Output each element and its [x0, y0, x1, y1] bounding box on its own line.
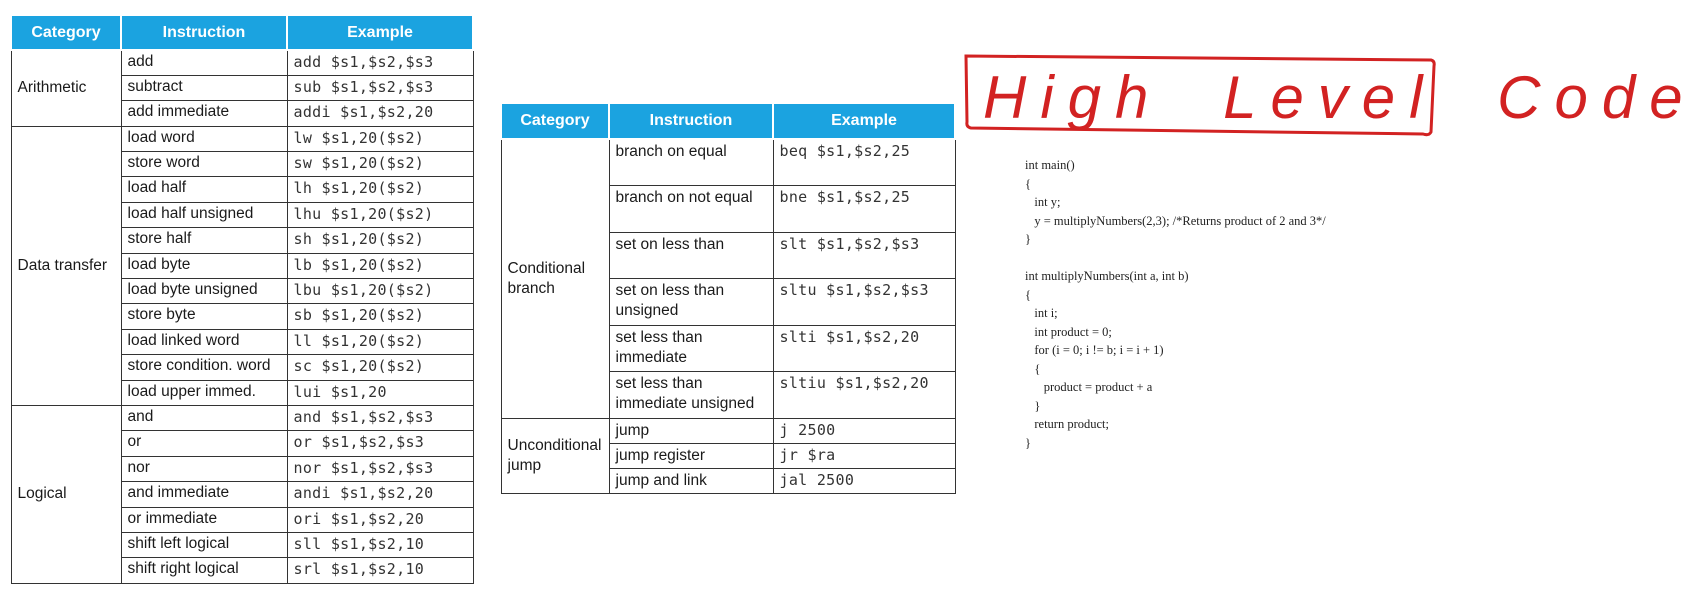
example-cell: sltiu $s1,$s2,20 [773, 372, 955, 419]
header-instruction: Instruction [609, 103, 773, 139]
code-line: int i; [1025, 306, 1058, 320]
header-instruction: Instruction [121, 15, 287, 50]
code-line: } [1025, 232, 1031, 246]
code-line [1025, 249, 1326, 268]
example-cell: lhu $s1,20($s2) [287, 202, 473, 227]
category-cell: Data transfer [11, 126, 121, 405]
code-line: int multiplyNumbers(int a, int b) [1025, 269, 1189, 283]
code-line: { [1025, 361, 1041, 376]
instruction-cell: store byte [121, 304, 287, 329]
example-cell: jal 2500 [773, 468, 955, 493]
instruction-cell: subtract [121, 75, 287, 100]
example-cell: lw $s1,20($s2) [287, 126, 473, 151]
example-cell: ori $s1,$s2,20 [287, 507, 473, 532]
instruction-cell: load linked word [121, 329, 287, 354]
example-cell: and $s1,$s2,$s3 [287, 405, 473, 430]
instruction-cell: set less than immediate unsigned [609, 372, 773, 419]
example-cell: sltu $s1,$s2,$s3 [773, 279, 955, 326]
example-cell: or $s1,$s2,$s3 [287, 431, 473, 456]
example-cell: j 2500 [773, 418, 955, 443]
instruction-cell: shift left logical [121, 532, 287, 557]
instruction-cell: load half unsigned [121, 202, 287, 227]
table-header-row [11, 15, 473, 50]
code-line: } [1025, 435, 1031, 450]
example-cell: lb $s1,20($s2) [287, 253, 473, 278]
table-row [11, 50, 473, 75]
code-line: product = product + a [1025, 380, 1153, 394]
example-cell: addi $s1,$s2,20 [287, 101, 473, 126]
code-line: int product = 0; [1025, 324, 1112, 339]
example-cell: slti $s1,$s2,20 [773, 325, 955, 372]
instruction-cell: load word [121, 126, 287, 151]
example-cell: sh $s1,20($s2) [287, 228, 473, 253]
table-row [501, 139, 955, 186]
instruction-cell: or [121, 431, 287, 456]
high-level-code-annotation [963, 54, 1697, 140]
example-cell: slt $s1,$s2,$s3 [773, 232, 955, 279]
category-cell: Logical [11, 405, 121, 583]
code-line: } [1025, 398, 1041, 413]
instruction-cell: add [121, 50, 287, 75]
instruction-cell: branch on equal [609, 139, 773, 186]
annotation-text: High Level Code [983, 64, 1697, 131]
example-cell: sw $s1,20($s2) [287, 152, 473, 177]
example-cell: bne $s1,$s2,25 [773, 186, 955, 233]
header-category: Category [11, 15, 121, 50]
instruction-cell: jump [609, 418, 773, 443]
code-line: for (i = 0; i != b; i = i + 1) [1025, 343, 1164, 357]
example-cell: nor $s1,$s2,$s3 [287, 456, 473, 481]
example-cell: jr $ra [773, 443, 955, 468]
example-cell: sll $s1,$s2,10 [287, 532, 473, 557]
table-row [11, 405, 473, 430]
instruction-cell: store word [121, 152, 287, 177]
code-line: y = multiplyNumbers(2,3); /*Returns product of 2 and 3*/ [1025, 213, 1326, 228]
instruction-cell: store condition. word [121, 355, 287, 380]
instruction-cell: nor [121, 456, 287, 481]
instruction-cell: or immediate [121, 507, 287, 532]
example-cell: srl $s1,$s2,10 [287, 558, 473, 583]
code-listing [1025, 156, 1326, 452]
example-cell: beq $s1,$s2,25 [773, 139, 955, 186]
code-line: { [1025, 176, 1031, 191]
header-example: Example [773, 103, 955, 139]
code-line: return product; [1025, 417, 1110, 431]
example-cell: sub $s1,$s2,$s3 [287, 75, 473, 100]
instruction-table-2 [500, 102, 956, 494]
instruction-cell: load half [121, 177, 287, 202]
instruction-cell: load upper immed. [121, 380, 287, 405]
instruction-cell: store half [121, 228, 287, 253]
instruction-cell: jump and link [609, 468, 773, 493]
instruction-cell: jump register [609, 443, 773, 468]
instruction-cell: load byte unsigned [121, 279, 287, 304]
code-line: int main() [1025, 158, 1075, 172]
table-row [501, 418, 955, 443]
instruction-cell: load byte [121, 253, 287, 278]
instruction-cell: and [121, 405, 287, 430]
example-cell: add $s1,$s2,$s3 [287, 50, 473, 75]
instruction-cell: set on less than [609, 232, 773, 279]
code-line: int y; [1025, 195, 1061, 209]
category-cell: Conditional branch [501, 139, 609, 418]
table-row [11, 126, 473, 151]
instruction-cell: shift right logical [121, 558, 287, 583]
instruction-cell: and immediate [121, 482, 287, 507]
table-header-row [501, 103, 955, 139]
example-cell: andi $s1,$s2,20 [287, 482, 473, 507]
instruction-cell: add immediate [121, 101, 287, 126]
category-cell: Arithmetic [11, 50, 121, 126]
example-cell: lbu $s1,20($s2) [287, 279, 473, 304]
example-cell: lui $s1,20 [287, 380, 473, 405]
code-line: { [1025, 287, 1031, 302]
instruction-cell: set less than immediate [609, 325, 773, 372]
instruction-cell: branch on not equal [609, 186, 773, 233]
example-cell: lh $s1,20($s2) [287, 177, 473, 202]
category-cell: Unconditional jump [501, 418, 609, 493]
example-cell: ll $s1,20($s2) [287, 329, 473, 354]
header-category: Category [501, 103, 609, 139]
example-cell: sc $s1,20($s2) [287, 355, 473, 380]
instruction-table-1 [10, 14, 474, 584]
header-example: Example [287, 15, 473, 50]
example-cell: sb $s1,20($s2) [287, 304, 473, 329]
instruction-cell: set on less than unsigned [609, 279, 773, 326]
